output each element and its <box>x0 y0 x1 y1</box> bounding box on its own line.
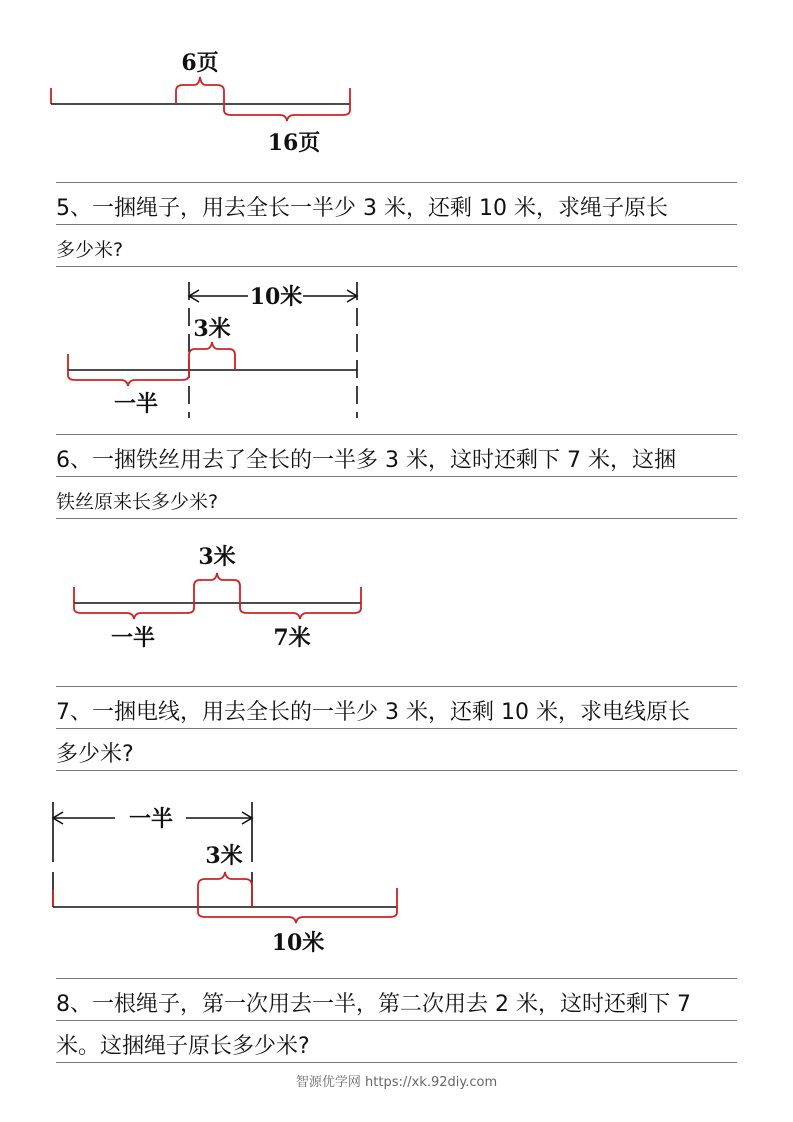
question-6-line-2: 铁丝原来长多少米? <box>56 491 219 513</box>
label-half: 一半 <box>128 806 174 832</box>
label-total: 10米 <box>249 284 303 310</box>
label-part: 3米 <box>205 843 243 869</box>
rule <box>56 1020 737 1021</box>
footer-watermark: 智源优学网 https://xk.92diy.com <box>295 1075 498 1090</box>
bottom-label: 16页 <box>267 130 321 156</box>
top-label: 6页 <box>181 50 219 76</box>
question-7-line-1: 7、一捆电线，用去全长的一半少 3 米，还剩 10 米，求电线原长 <box>56 700 690 725</box>
label-rest: 7米 <box>273 625 311 651</box>
question-6-line-1: 6、一捆铁丝用去了全长的一半多 3 米，这时还剩下 7 米，这捆 <box>56 448 676 473</box>
label-part: 3米 <box>193 316 231 342</box>
rest-brace <box>198 888 397 923</box>
rule <box>56 978 737 979</box>
question-7-line-2: 多少米? <box>56 742 134 767</box>
rule <box>56 1062 737 1063</box>
question-5-line-2: 多少米? <box>56 239 124 261</box>
label-half: 一半 <box>113 391 159 417</box>
label-rest: 10米 <box>271 930 325 956</box>
label-part: 3米 <box>198 544 236 570</box>
label-half: 一半 <box>110 625 156 651</box>
question-8-line-2: 米。这捆绳子原长多少米? <box>56 1034 310 1059</box>
question-8-line-1: 8、一根绳子，第一次用去一半，第二次用去 2 米，这时还剩下 7 <box>56 992 691 1017</box>
question-5-line-1: 5、一捆绳子，用去全长一半少 3 米，还剩 10 米，求绳子原长 <box>56 196 668 221</box>
part-brace <box>198 872 252 907</box>
